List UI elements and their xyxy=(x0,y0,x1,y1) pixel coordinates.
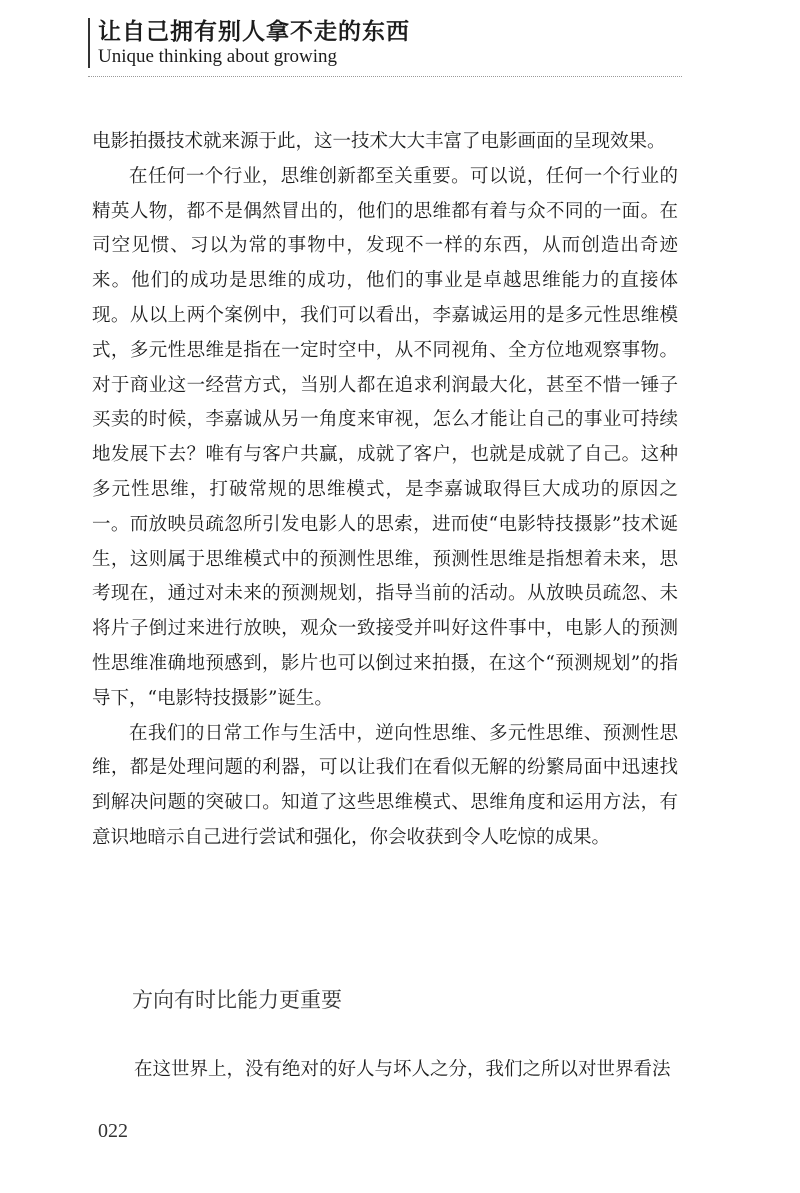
running-head xyxy=(88,18,410,68)
section-heading: 方向有时比能力更重要 xyxy=(132,988,342,1012)
section-first-line: 在这世界上，没有绝对的好人与坏人之分，我们之所以对世界看法 xyxy=(134,1059,671,1080)
header-divider xyxy=(88,76,682,77)
book-subtitle: Unique thinking about growing xyxy=(98,46,338,67)
paragraph: 在我们的日常工作与生活中，逆向性思维、多元性思维、预测性思维，都是处理问题的利器，可以让我们在看似无解的纷繁局面中迅速找到解决问题的突破口。知道了这些思维模式、思维角度和运用方法，有意识地暗示自己进行尝试和强化，你会收获到令人吃惊的成果。 xyxy=(92,722,678,848)
paragraph: 在任何一个行业，思维创新都至关重要。可以说，任何一个行业的精英人物，都不是偶然冒出的，他们的思维都有着与众不同的一面。在司空见惯、习以为常的事物中，发现不一样的东西，从而创造出奇迹来。他们的成功是思维的成功，他们的事业是卓越思维能力的直接体现。从以上两个案例中，我们可以看出，李嘉诚运用的是多元性思维模式，多元性思维是指在一定时空中，从不同视角、全方位地观察事物。对于商业这一经营方式，当别人都在追求利润最大化，甚至不惜一锤子买卖的时候，李嘉诚从另一角度来审视，怎么才能让自己的事业可持续地发展下去？唯有与客户共赢，成就了客户，也就是成就了自己。这种多元性思维，打破常规的思维模式，是李嘉诚取得巨大成功的原因之一。而放映员疏忽所引发电影人的思索，进而使“电影特技摄影”技术诞生，这则属于思维模式中的预测性思维，预测性思维是指想着未来，思考现在，通过对未来的预测规划，指导当前的活动。从放映员疏忽、未将片子倒过来进行放映，观众一致接受并叫好这件事中，电影人的预测性思维准确地预感到，影片也可以倒过来拍摄，在这个“预测规划”的指导下，“电影特技摄影”诞生。 xyxy=(92,165,678,709)
page-number: 022 xyxy=(98,1120,128,1142)
body-text xyxy=(92,125,678,856)
paragraph-continuation: 电影拍摄技术就来源于此，这一技术大大丰富了电影画面的呈现效果。 xyxy=(92,131,666,152)
book-title: 让自己拥有别人拿不走的东西 xyxy=(98,18,410,45)
